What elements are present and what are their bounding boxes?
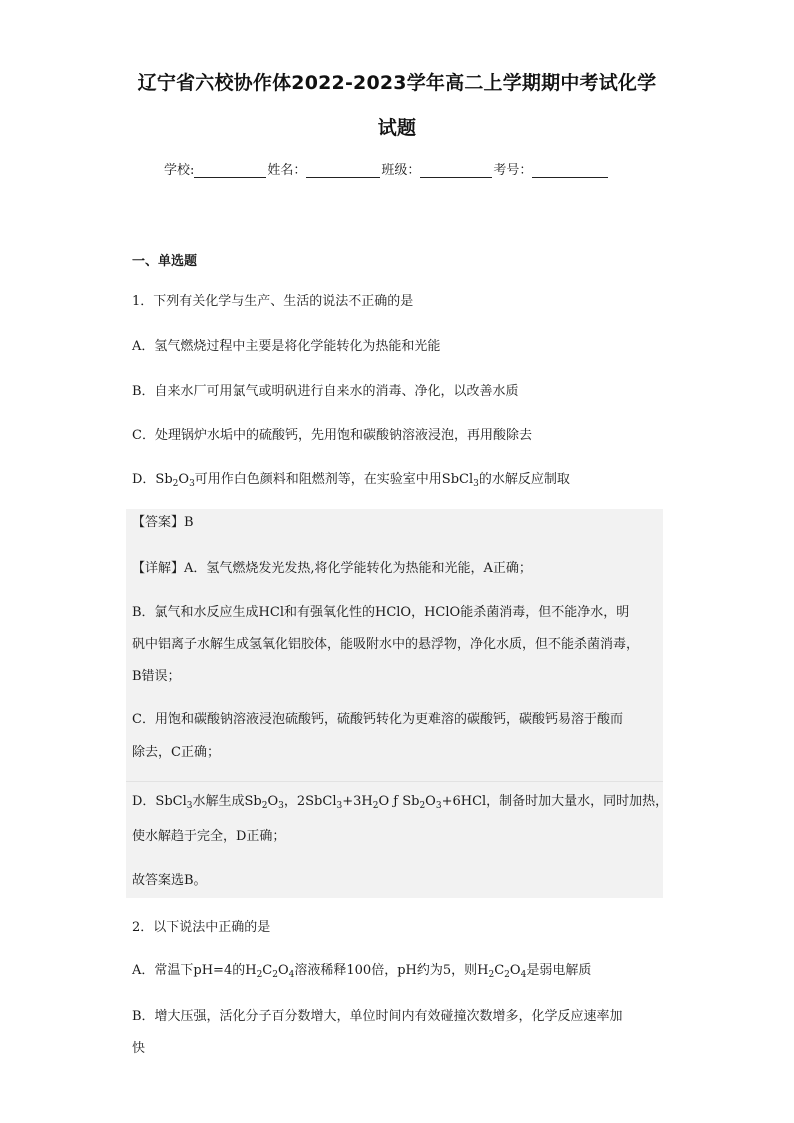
- page-title-line-2: 试题: [377, 117, 417, 139]
- question-1-answer: 【答案】B: [132, 515, 194, 530]
- question-1-stem: 1．下列有关化学与生产、生活的说法不正确的是: [132, 294, 414, 309]
- school-label: 学校:: [164, 163, 195, 178]
- box-divider: [126, 781, 663, 782]
- explain-line-2: B．氯气和水反应生成HCl和有强氧化性的HClO，HClO能杀菌消毒，但不能净水，明: [132, 605, 630, 620]
- name-blank[interactable]: [306, 163, 380, 178]
- exam-no-label: 考号：: [493, 163, 533, 178]
- class-label: 班级：: [381, 163, 421, 178]
- student-info-line: [164, 159, 609, 178]
- explain-line-8: 使水解趋于完全，D正确；: [132, 829, 286, 844]
- question-1-option-c: C．处理锅炉水垢中的硫酸钙，先用饱和碳酸钠溶液浸泡，再用酸除去: [132, 428, 532, 443]
- explain-line-1: 【详解】A．氢气燃烧发光发热,将化学能转化为热能和光能，A正确；: [132, 561, 532, 576]
- name-label: 姓名：: [267, 163, 307, 178]
- question-1-option-a: A．氢气燃烧过程中主要是将化学能转化为热能和光能: [132, 339, 441, 354]
- page-title-line-1: 辽宁省六校协作体2022-2023学年高二上学期期中考试化学: [137, 72, 657, 94]
- question-1-option-d: D．$Sb_2O_3$可用作白色颜料和阻燃剂等，在实验室中用SbCl$_3$的水解反应制取: [132, 472, 570, 489]
- question-2-stem: 2．以下说法中正确的是: [132, 920, 271, 935]
- question-2-option-a: A．常温下pH=4的$H_2C_2O_4$溶液稀释100倍，pH约为5，则$H_2C_2O_4$是弱电解质: [132, 963, 592, 980]
- question-1-option-b: B．自来水厂可用氯气或明矾进行自来水的消毒、净化，以改善水质: [132, 384, 519, 399]
- school-blank[interactable]: [194, 163, 266, 178]
- question-2-option-b-line-1: B．增大压强，活化分子百分数增大，单位时间内有效碰撞次数增多，化学反应速率加: [132, 1009, 623, 1024]
- explain-line-9: 故答案选B。: [132, 873, 207, 888]
- explain-line-7: D．SbCl$_3$水解生成$Sb_2O_3$，$2SbCl_3+3H_2O$ ƒ $Sb_2O_3+6HCl$，制备时加大量水，同时加热，: [132, 794, 669, 811]
- question-2-option-b-line-2: 快: [132, 1041, 146, 1056]
- class-blank[interactable]: [420, 163, 492, 178]
- explain-line-3: 矾中铝离子水解生成氢氧化铝胶体，能吸附水中的悬浮物，净化水质，但不能杀菌消毒，: [132, 637, 640, 652]
- explain-line-6: 除去，C正确；: [132, 745, 220, 760]
- exam-no-blank[interactable]: [532, 163, 608, 178]
- explain-line-5: C．用饱和碳酸钠溶液浸泡硫酸钙，硫酸钙转化为更难溶的碳酸钙，碳酸钙易溶于酸而: [132, 712, 623, 727]
- explain-line-4: B错误；: [132, 669, 181, 684]
- section-heading: 一、单选题: [132, 254, 198, 269]
